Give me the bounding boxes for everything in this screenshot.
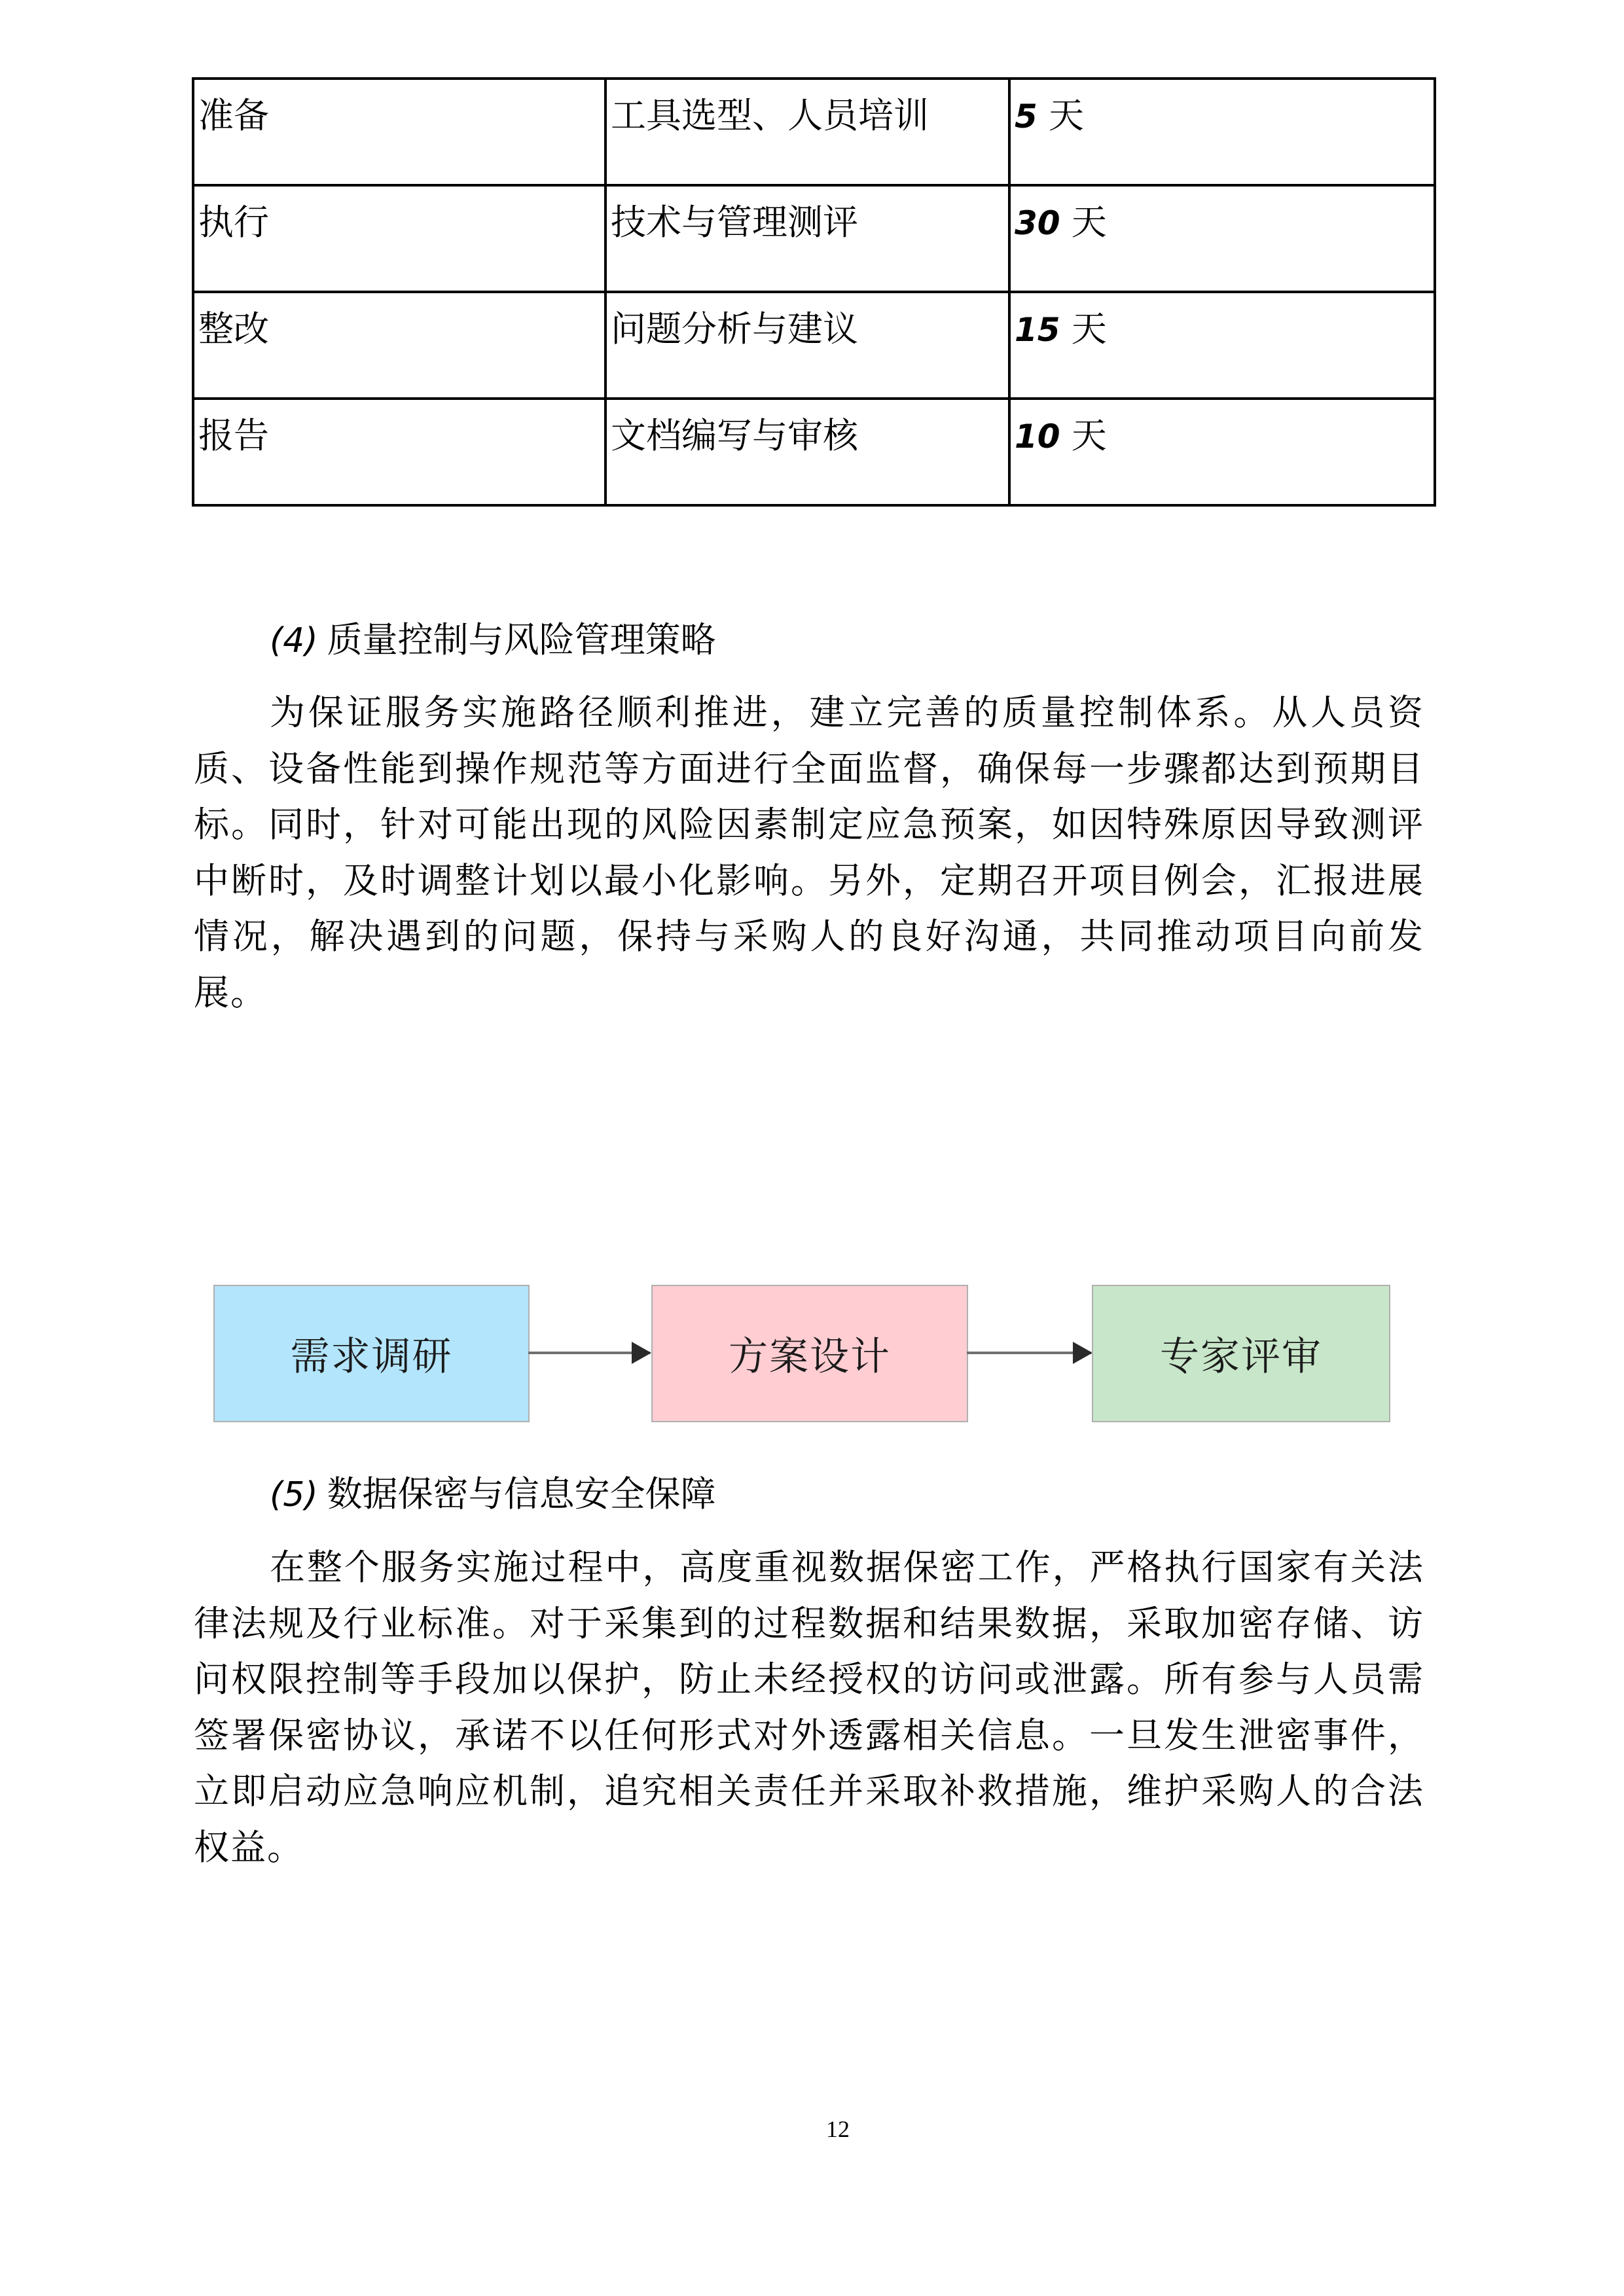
section-title: 数据保密与信息安全保障 — [327, 1473, 716, 1515]
section-4-paragraph: 为保证服务实施路径顺利推进，建立完善的质量控制体系。从人员资质、设备性能到操作规范等方面进行全面监督，确保每一步骤都达到预期目标。同时，针对可能出现的风险因素制定应急预案，如因特殊原因导致测评中断时，及时调整计划以最小化影响。另外，定期召开项目例会，汇报进展情况，解决遇到的问题，保持与采购人的良好沟通，共同推动项目向前发展。 — [194, 692, 1424, 1013]
duration-value: 5 — [1015, 98, 1038, 135]
content-cell: 工具选型、人员培训 — [605, 79, 1009, 185]
page-number: 12 — [826, 2116, 850, 2142]
flow-step-requirements — [213, 1285, 530, 1422]
section-heading-4 — [270, 620, 716, 660]
section-title: 质量控制与风险管理策略 — [327, 619, 716, 660]
duration-unit: 天 — [1071, 415, 1107, 456]
table-row — [193, 185, 1435, 292]
duration-value: 30 — [1015, 204, 1060, 242]
duration-value: 15 — [1015, 311, 1060, 349]
arrow-right-icon — [967, 1352, 1091, 1354]
section-index: (4) — [270, 621, 318, 660]
duration-unit: 天 — [1071, 308, 1107, 350]
section-5-paragraph: 在整个服务实施过程中，高度重视数据保密工作，严格执行国家有关法律法规及行业标准。对于采集到的过程数据和结果数据，采取加密存储、访问权限控制等手段加以保护，防止未经授权的访问或泄露。所有参与人员需签署保密协议，承诺不以任何形式对外透露相关信息。一旦发生泄密事件，立即启动应急响应机制，追究相关责任并采取补救措施，维护采购人的合法权益。 — [194, 1547, 1424, 1868]
duration-value: 10 — [1015, 418, 1060, 456]
flow-step-label: 专家评审 — [1160, 1334, 1322, 1380]
duration-cell — [1009, 79, 1435, 185]
flow-step-label: 需求调研 — [290, 1334, 453, 1380]
section-heading-5 — [270, 1475, 716, 1515]
phase-cell: 准备 — [193, 79, 605, 185]
duration-cell — [1009, 399, 1435, 505]
content-cell: 问题分析与建议 — [605, 292, 1009, 399]
table-row — [193, 399, 1435, 505]
phase-cell: 执行 — [193, 185, 605, 292]
content-cell: 文档编写与审核 — [605, 399, 1009, 505]
duration-unit: 天 — [1048, 95, 1084, 136]
flow-step-design — [651, 1285, 968, 1422]
content-cell: 技术与管理测评 — [605, 185, 1009, 292]
duration-unit: 天 — [1071, 202, 1107, 243]
table-row — [193, 292, 1435, 399]
duration-cell — [1009, 185, 1435, 292]
section-index: (5) — [270, 1475, 318, 1515]
arrow-right-icon — [528, 1352, 650, 1354]
flow-step-review — [1092, 1285, 1390, 1422]
flow-step-label: 方案设计 — [729, 1334, 891, 1380]
process-flow-diagram — [213, 1285, 1389, 1421]
phase-cell: 报告 — [193, 399, 605, 505]
schedule-table — [192, 77, 1436, 507]
phase-cell: 整改 — [193, 292, 605, 399]
table-row — [193, 79, 1435, 185]
duration-cell — [1009, 292, 1435, 399]
